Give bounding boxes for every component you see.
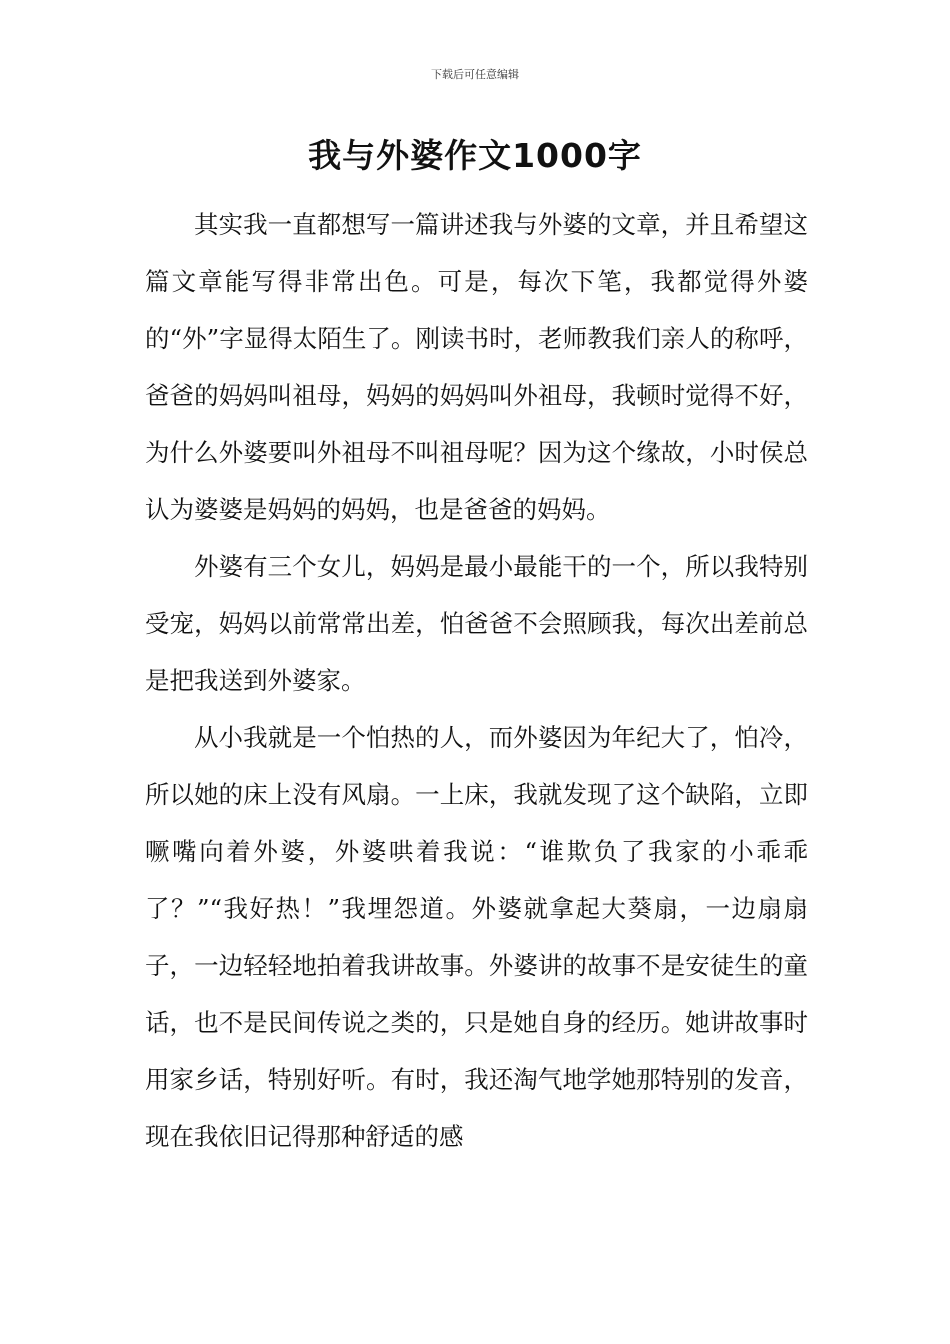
paragraph: 从小我就是一个怕热的人，而外婆因为年纪大了，怕冷，所以她的床上没有风扇。一上床，我就发现了这个缺陷，立即噘嘴向着外婆，外婆哄着我说：“谁欺负了我家的小乖乖了？”“我好热！”我埋怨道。外婆就拿起大葵扇，一边扇扇子，一边轻轻地拍着我讲故事。外婆讲的故事不是安徒生的童话，也不是民间传说之类的，只是她自身的经历。她讲故事时用家乡话，特别好听。有时，我还淘气地学她那特别的发音，现在我依旧记得那种舒适的感 xyxy=(145,723,808,1151)
paragraph: 其实我一直都想写一篇讲述我与外婆的文章，并且希望这篇文章能写得非常出色。可是，每次下笔，我都觉得外婆的“外”字显得太陌生了。刚读书时，老师教我们亲人的称呼，爸爸的妈妈叫祖母，妈妈的妈妈叫外祖母，我顿时觉得不好，为什么外婆要叫外祖母不叫祖母呢？因为这个缘故，小时侯总认为婆婆是妈妈的妈妈，也是爸爸的妈妈。 xyxy=(145,210,808,524)
header-note: 下载后可任意编辑 xyxy=(431,68,519,81)
document-body xyxy=(145,196,808,1165)
document-title: 我与外婆作文1000字 xyxy=(308,136,642,175)
paragraph: 外婆有三个女儿，妈妈是最小最能干的一个，所以我特别受宠，妈妈以前常常出差，怕爸爸不会照顾我，每次出差前总是把我送到外婆家。 xyxy=(145,552,808,695)
